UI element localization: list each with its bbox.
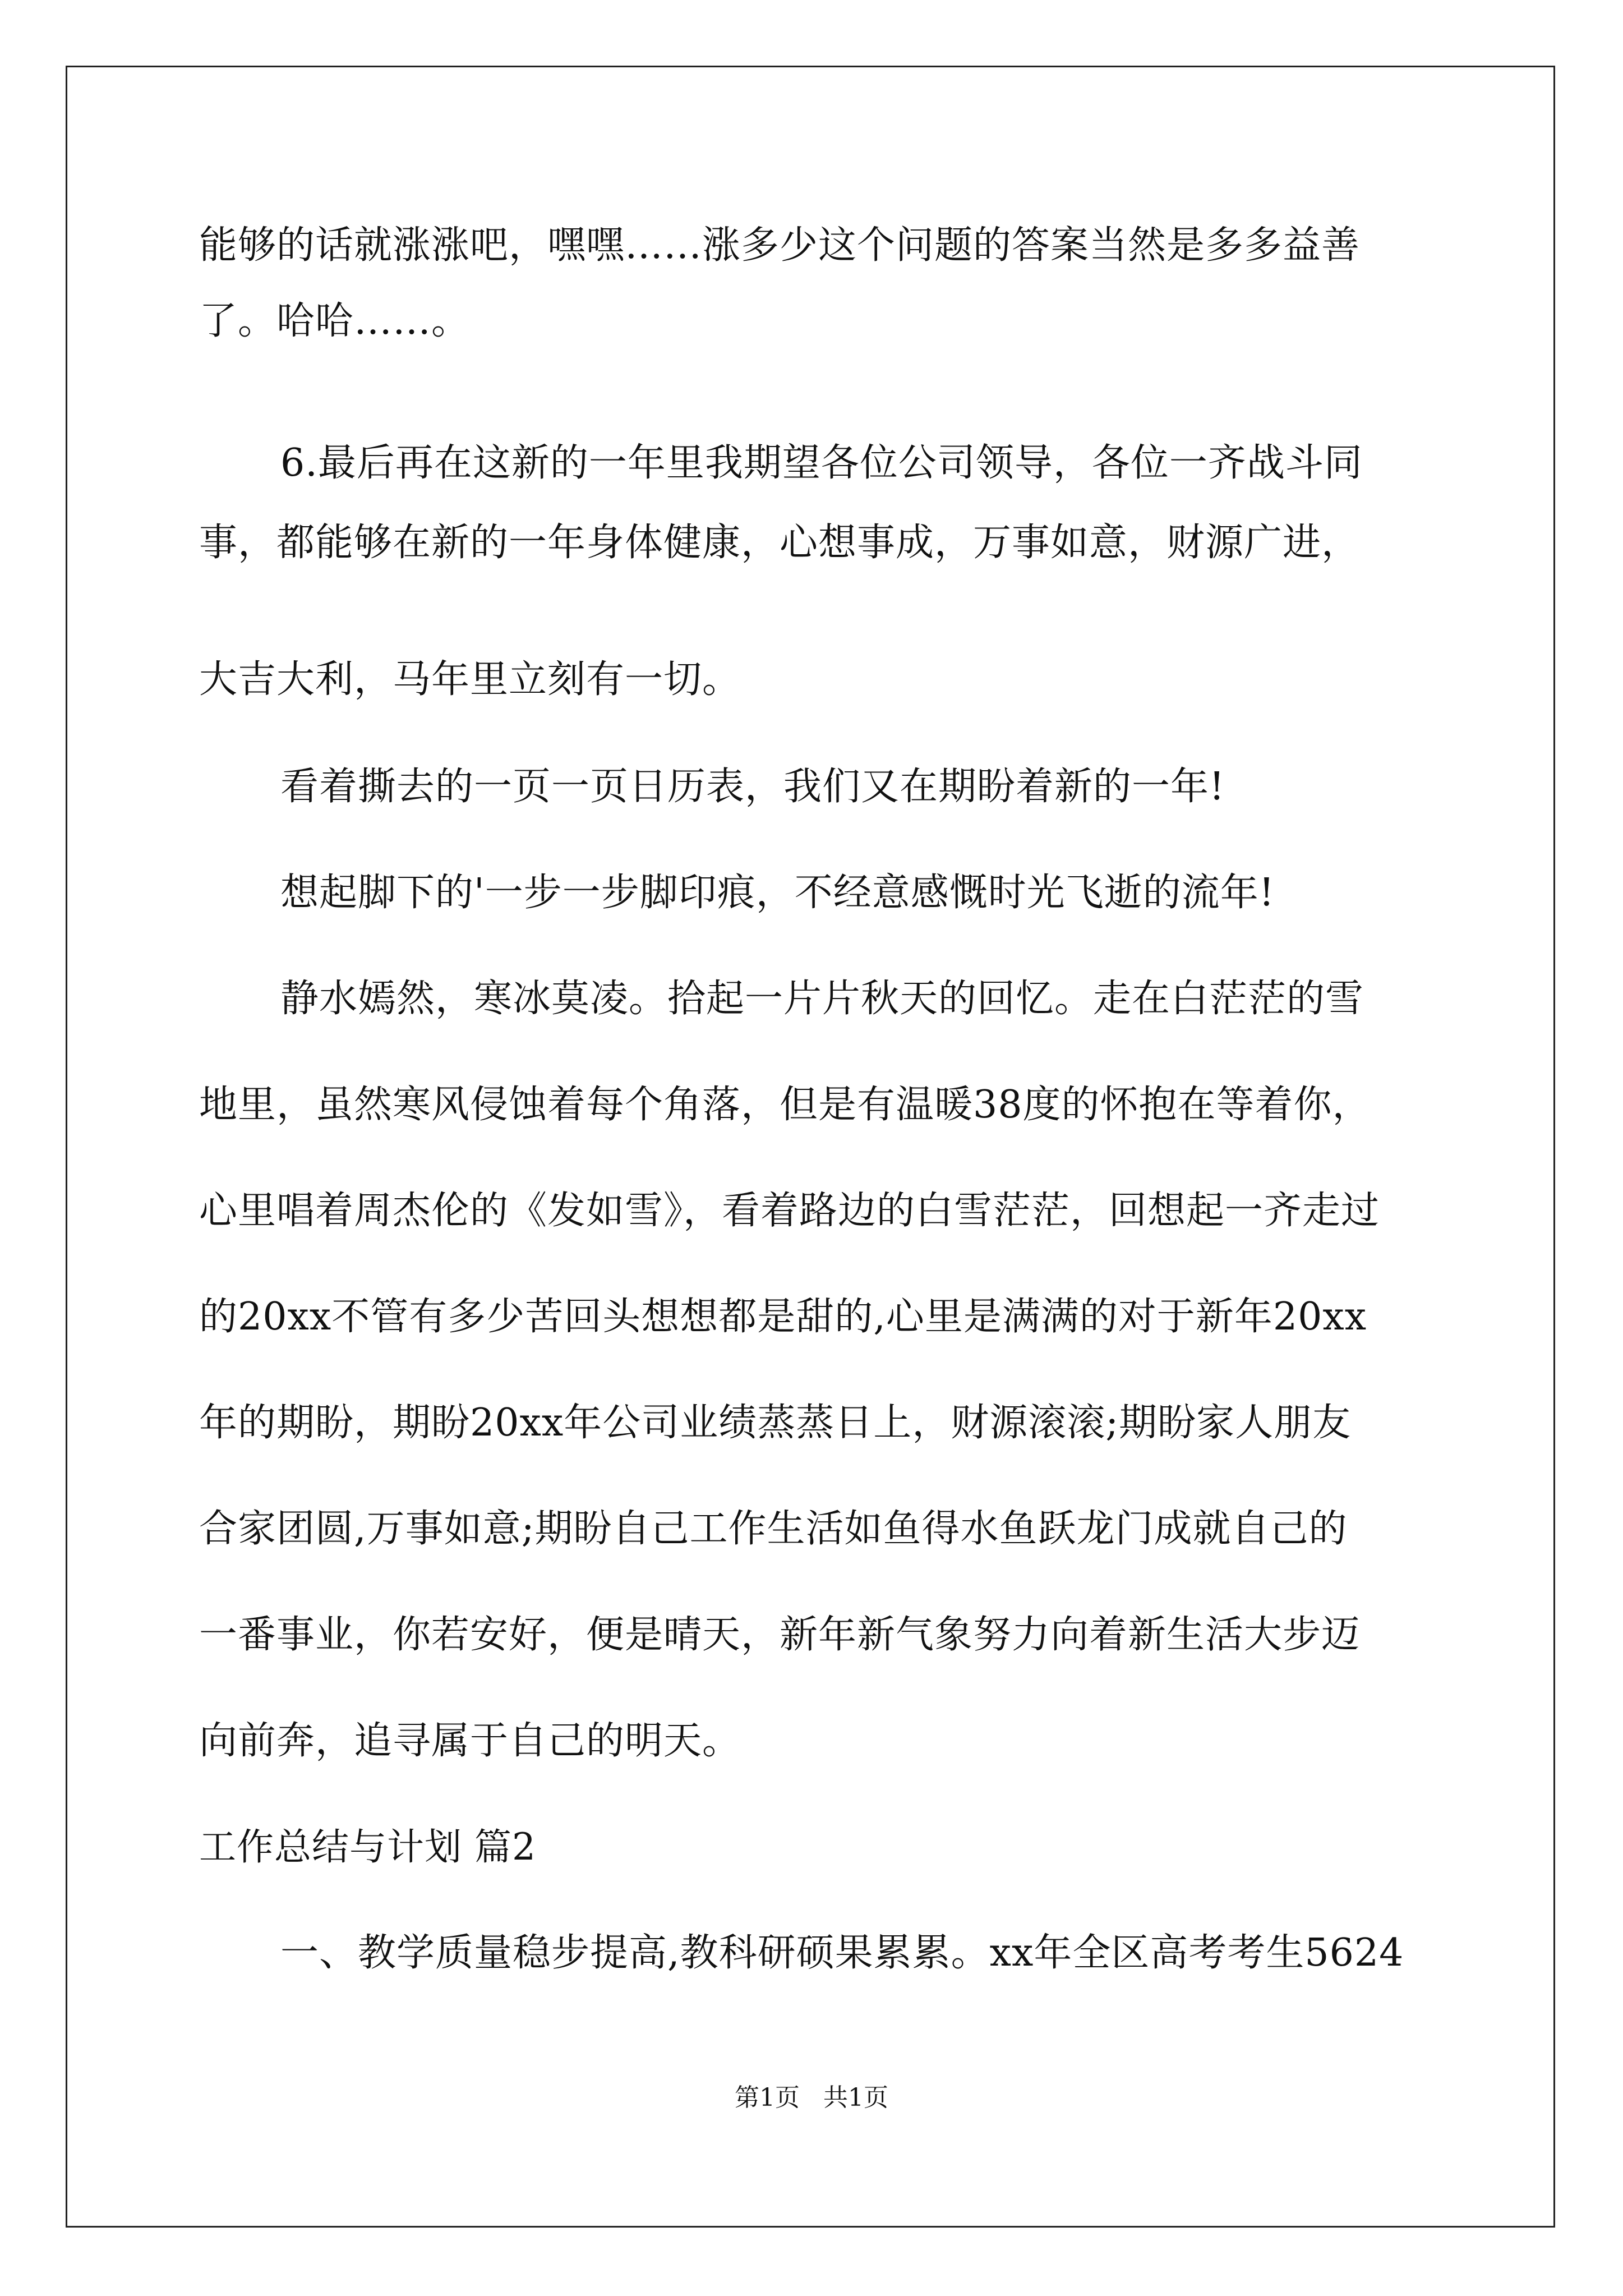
body-line-11: 的20xx不管有多少苦回头想想都是甜的,心里是满满的对于新年20xx — [199, 1295, 1367, 1339]
page-border — [66, 66, 1555, 2228]
page-footer: 第1页 共1页 — [735, 2083, 888, 2112]
body-line-10: 心里唱着周杰伦的《发如雪》，看着路边的白雪茫茫，回想起一齐走过 — [199, 1189, 1380, 1233]
body-line-6: 看着撕去的一页一页日历表，我们又在期盼着新的一年! — [280, 765, 1225, 809]
body-line-3: 6.最后再在这新的一年里我期望各位公司领导，各位一齐战斗同 — [280, 441, 1363, 485]
body-line-7: 想起脚下的'一步一步脚印痕，不经意感慨时光飞逝的流年! — [280, 871, 1275, 915]
section-first-line: 一、教学质量稳步提高,教科研硕果累累。xx年全区高考考生5624 — [280, 1931, 1404, 1975]
body-line-1: 能够的话就涨涨吧，嘿嘿……涨多少这个问题的答案当然是多多益善 — [199, 223, 1361, 268]
body-line-2: 了。哈哈……。 — [199, 299, 471, 343]
section-heading: 工作总结与计划 篇2 — [199, 1825, 536, 1869]
body-line-8: 静水嫣然，寒冰莫凌。拾起一片片秋天的回忆。走在白茫茫的雪 — [280, 977, 1364, 1021]
body-line-12: 年的期盼，期盼20xx年公司业绩蒸蒸日上，财源滚滚;期盼家人朋友 — [199, 1401, 1352, 1445]
body-line-5: 大吉大利，马年里立刻有一切。 — [199, 657, 741, 702]
body-line-14: 一番事业，你若安好，便是晴天，新年新气象努力向着新生活大步迈 — [199, 1613, 1361, 1657]
body-line-13: 合家团圆,万事如意;期盼自己工作生活如鱼得水鱼跃龙门成就自己的 — [199, 1507, 1348, 1551]
body-line-9: 地里，虽然寒风侵蚀着每个角落，但是有温暖38度的怀抱在等着你， — [199, 1083, 1371, 1127]
body-line-15: 向前奔，追寻属于自己的明天。 — [199, 1719, 741, 1763]
body-line-4: 事，都能够在新的一年身体健康，心想事成，万事如意，财源广进， — [199, 521, 1361, 565]
